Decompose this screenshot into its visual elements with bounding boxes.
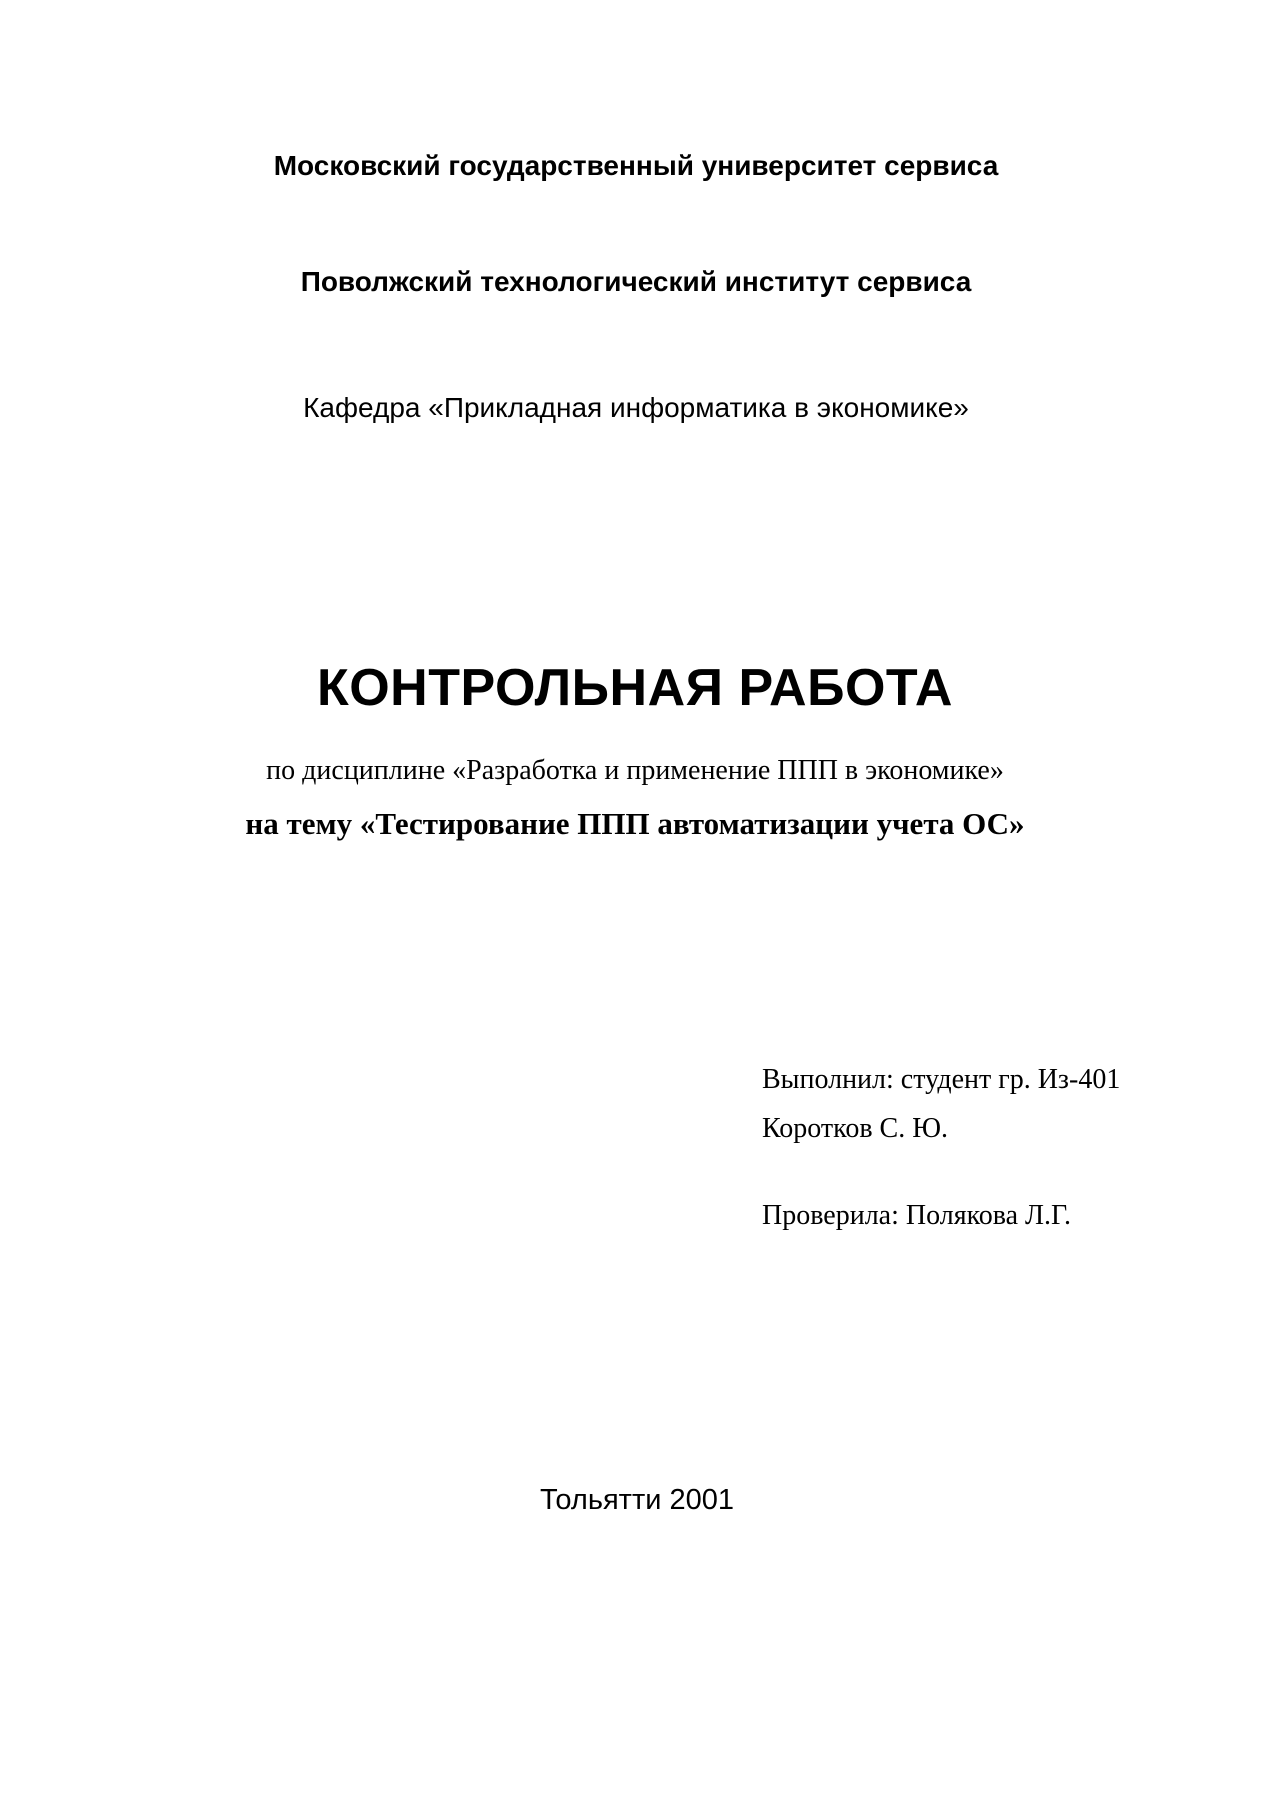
city-year: Тольятти 2001: [539, 1484, 734, 1516]
department-name: Кафедра «Прикладная информатика в экономике»: [303, 392, 969, 423]
document-title: КОНТРОЛЬНАЯ РАБОТА: [317, 659, 953, 717]
checked-by: Проверила: Полякова Л.Г.: [762, 1200, 1072, 1231]
performed-by: Выполнил: студент гр. Из-401: [762, 1064, 1121, 1095]
university-name: Московский государственный университет сервиса: [273, 150, 999, 181]
topic-line: на тему «Тестирование ППП автоматизации учета ОС»: [245, 806, 1025, 841]
discipline-line: по дисциплине «Разработка и применение ППП в экономике»: [266, 755, 1004, 786]
student-name: Коротков С. Ю.: [762, 1113, 949, 1144]
institute-name: Поволжский технологический институт сервиса: [300, 266, 972, 297]
